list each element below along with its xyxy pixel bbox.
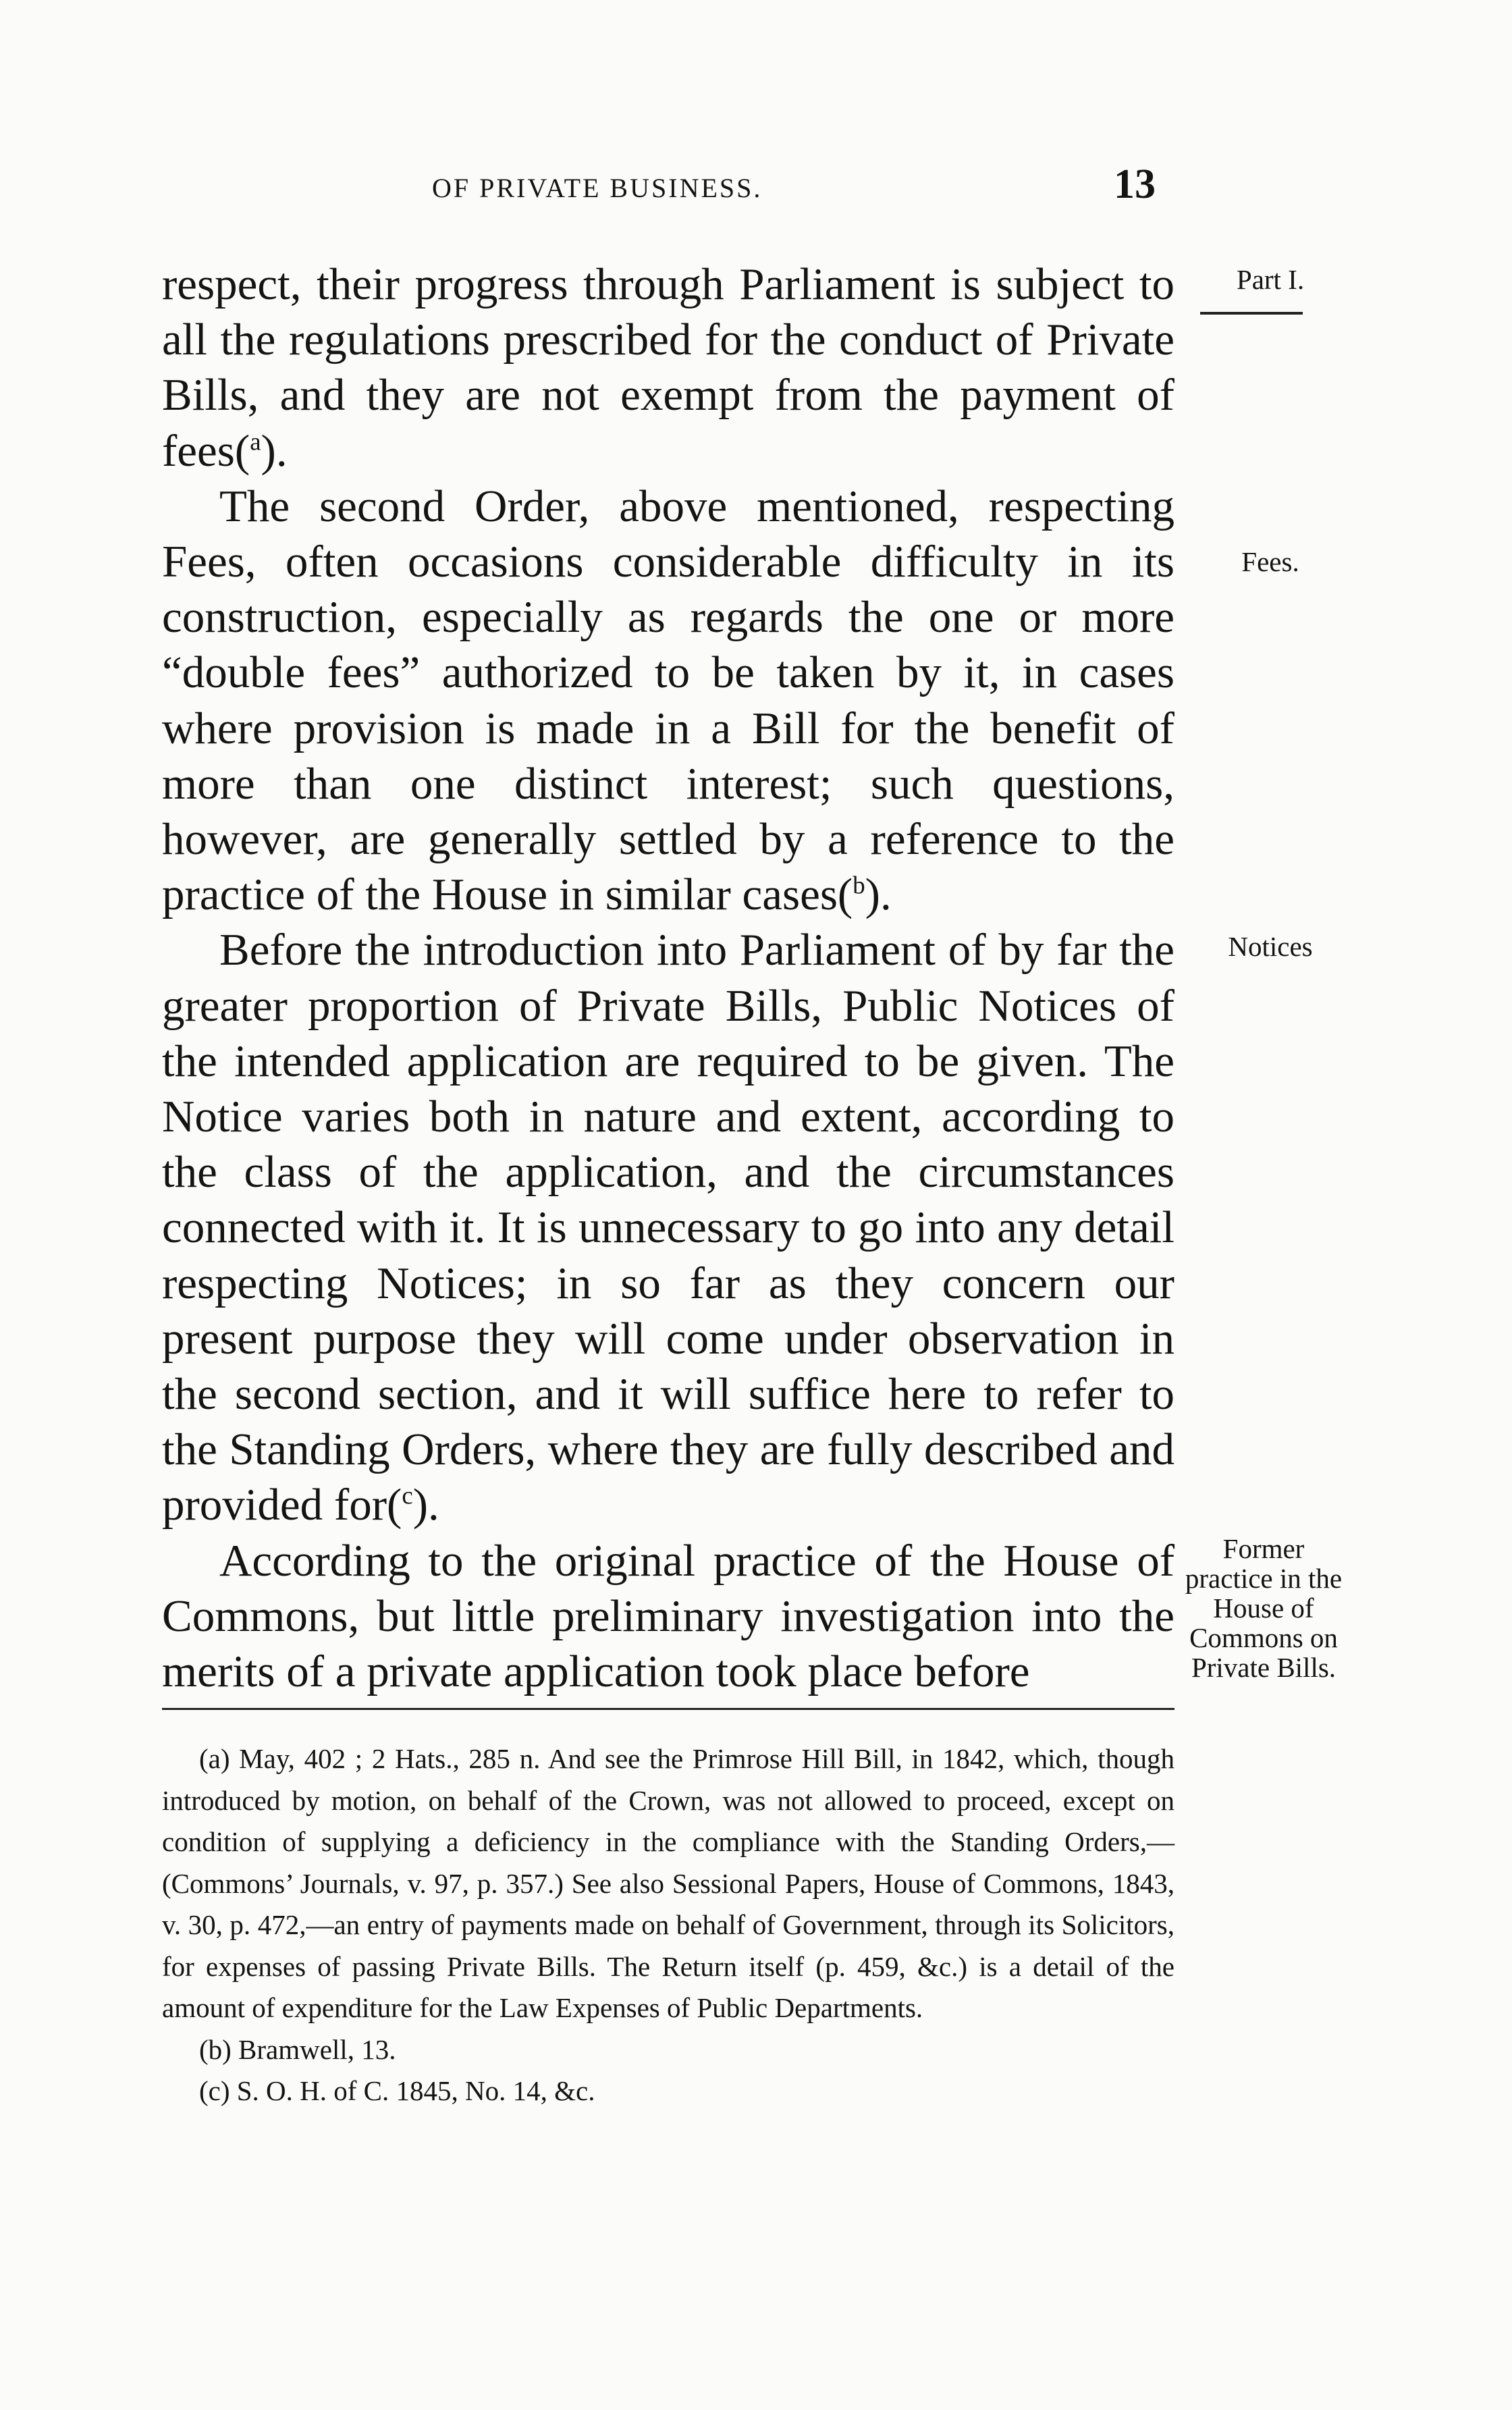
ref-close: ). — [412, 1480, 439, 1530]
paragraph-1-text: respect, their progress through Parliament is subject to all the regulations prescribed for the conduct of Private Bills, and they are not exempt from the payment of fees — [162, 259, 1174, 476]
footnote-b: (b) Bramwell, 13. — [199, 2033, 396, 2065]
paragraph-4 — [162, 1533, 1174, 1700]
paragraph-4-text: According to the original practice of the House of Commons, but little preliminary investigation into the merits of a private application took place before — [162, 1535, 1174, 1697]
ref-close: ). — [261, 425, 288, 476]
footnote-ref-a: a — [250, 427, 261, 456]
footnote-rule — [162, 1708, 1174, 1710]
footnotes — [162, 1738, 1174, 2112]
paragraph-1: respect, their progress through Parliament is subject to all the regulations prescribed for the conduct of Private Bills, and they are not exempt from the payment of fees($^a$). — [162, 259, 1174, 476]
paragraph-2: The second Order, above mentioned, respecting Fees, often occasions considerable difficulty in its construction, especially as regards the one or more “double fees” authorized to be taken by it, in cases where provision is made in a Bill for the benefit of more than one distinct interest; such questions, however, are generally settled by a reference to the practice of the House in similar cases($^b$). — [162, 481, 1174, 920]
footnote-c: (c) S. O. H. of C. 1845, No. 14, &c. — [199, 2075, 595, 2106]
page-number: 13 — [1114, 161, 1156, 207]
margin-note-former-practice: Former practice in the House of Commons on Private Bills. — [1185, 1533, 1343, 1683]
margin-note-fees: Fees. — [1241, 546, 1299, 577]
footnote-a: (a) May, 402 ; 2 Hats., 285 n. And see the Primrose Hill Bill, in 1842, which, though introduced by motion, on behalf of the Crown, was not allowed to proceed, except on condition of supplying a deficiency in the compliance with the Standing Orders,—(Commons’ Journals, v. 97, p. 357.) See also Sessional Papers, House of Commons, 1843, v. 30, p. 472,—an entry of payments made on behalf of Government, through its Solicitors, for expenses of passing Private Bills. The Return itself (p. 459, &c.) is a detail of the amount of expenditure for the Law Expenses of Public Departments. — [162, 1743, 1174, 2023]
margin-note-part: Part I. — [1236, 264, 1305, 295]
running-title: OF PRIVATE BUSINESS. — [432, 173, 763, 203]
paragraph-2-text: The second Order, above mentioned, respecting Fees, often occasions considerable difficulty in its construction, especially as regards the one or more “double fees” authorized to be taken by it, in cases where provision is made in a Bill for the benefit of more than one distinct interest; such questions, however, are generally settled by a reference to the practice of the House in similar cases — [162, 481, 1174, 920]
margin-note-notices: Notices — [1228, 931, 1313, 962]
body-text — [162, 257, 1174, 1699]
ref-close: ). — [865, 869, 892, 920]
margin-rule — [1200, 312, 1303, 315]
footnote-ref-c: c — [402, 1482, 413, 1510]
paragraph-3: Before the introduction into Parliament of by far the greater proportion of Private Bills, Public Notices of the intended application are required to be given. The Notice varies both in nature and extent, according to the class of the application, and the circumstances connected with it. It is unnecessary to go into any detail respecting Notices; in so far as they concern our present purpose they will come under observation in the second section, and it will suffice here to refer to the Standing Orders, where they are fully described and provided for($^c$). — [162, 925, 1174, 1530]
footnote-ref-b: b — [853, 871, 865, 899]
paragraph-3-text: Before the introduction into Parliament of by far the greater proportion of Private Bills, Public Notices of the intended application are required to be given. The Notice varies both in nature and extent, according to the class of the application, and the circumstances connected with it. It is unnecessary to go into any detail respecting Notices; in so far as they concern our present purpose they will come under observation in the second section, and it will suffice here to refer to the Standing Orders, where they are fully described and provided for — [162, 925, 1174, 1530]
